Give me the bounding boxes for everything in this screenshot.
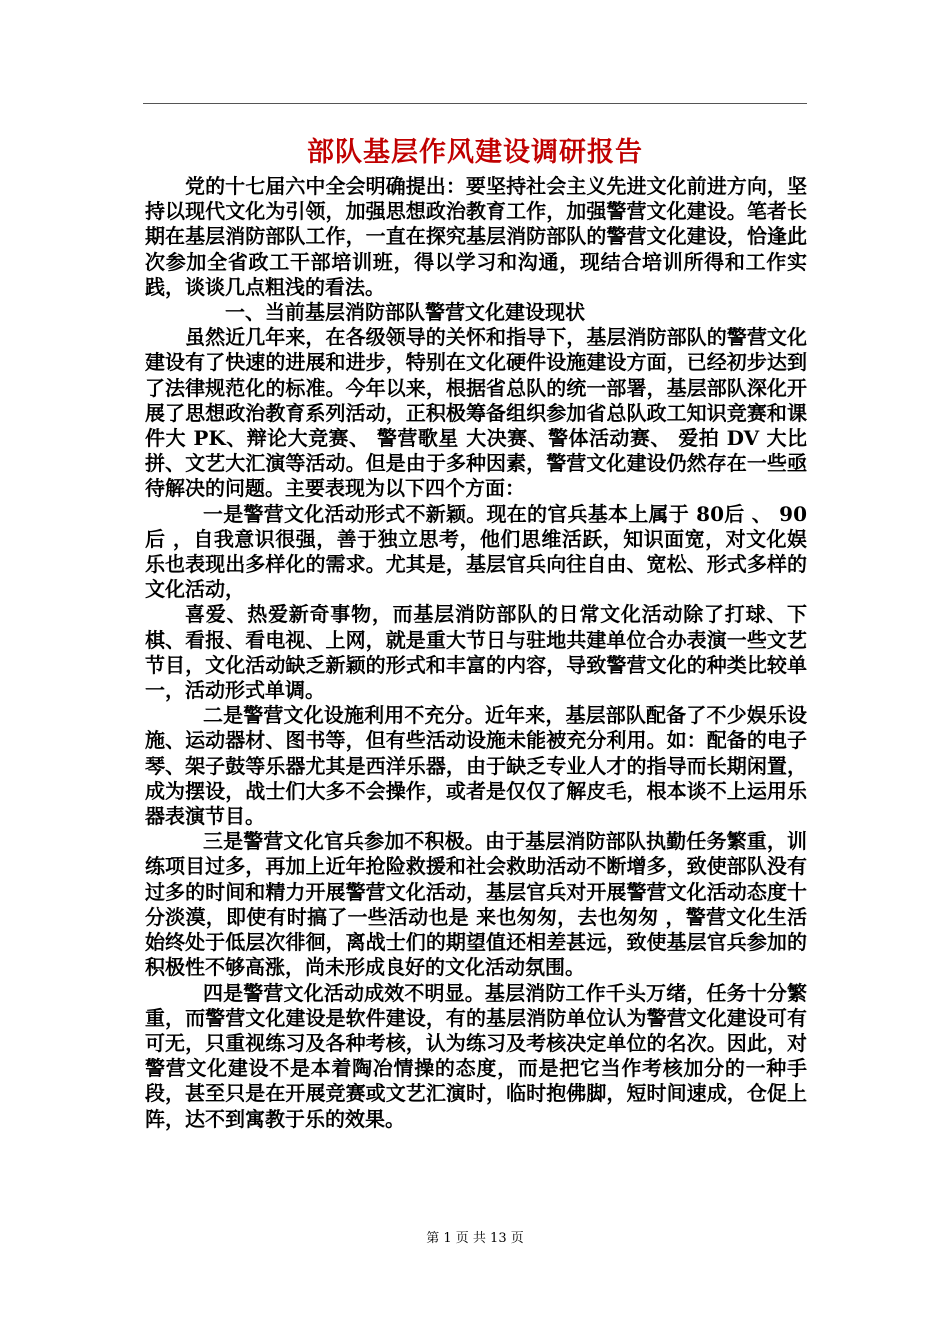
document-body <box>145 174 807 1132</box>
paragraph-point-3: 三是警营文化官兵参加不积极。由于基层消防部队执勤任务繁重，训练项目过多，再加上近年抢险救援和社会救助活动不断增多，致使部队没有过多的时间和精力开展警营文化活动，基层官兵对开展警营文化活动态度十分淡漠，即使有时搞了一些活动也是 来也匆匆，去也匆匆 ，警营文化生活始终处于低层次徘徊，离战士们的期望值还相差甚远，致使基层官兵参加的积极性不够高涨，尚未形成良好的文化活动氛围。 <box>145 829 807 980</box>
paragraph-point-1-cont: 喜爱、热爱新奇事物，而基层消防部队的日常文化活动除了打球、下棋、看报、看电视、上网，就是重大节日与驻地共建单位合办表演一些文艺节目，文化活动缺乏新颖的形式和丰富的内容，导致警营文化的种类比较单一，活动形式单调。 <box>145 602 807 703</box>
paragraph-intro: 党的十七届六中全会明确提出：要坚持社会主义先进文化前进方向，坚持以现代文化为引领，加强思想政治教育工作，加强警营文化建设。笔者长期在基层消防部队工作，一直在探究基层消防部队的警营文化建设，恰逢此次参加全省政工干部培训班，得以学习和沟通，现结合培训所得和工作实践，谈谈几点粗浅的看法。 <box>145 174 807 299</box>
page-number: 第 1 页 共 13 页 <box>426 1231 524 1246</box>
paragraph-point-1: 一是警营文化活动形式不新颖。现在的官兵基本上属于 80后 、 90后 ，自我意识很强，善于独立思考，他们思维活跃，知识面宽，对文化娱乐也表现出多样化的需求。尤其是，基层官兵向往自由、宽松、形式多样的文化活动， <box>145 501 807 602</box>
paragraph-point-2: 二是警营文化设施利用不充分。近年来，基层部队配备了不少娱乐设施、运动器材、图书等，但有些活动设施未能被充分利用。如：配备的电子琴、架子鼓等乐器尤其是西洋乐器，由于缺乏专业人才的指导而长期闲置，成为摆设，战士们大多不会操作，或者是仅仅了解皮毛，根本谈不上运用乐器表演节目。 <box>145 703 807 829</box>
paragraph-status: 虽然近几年来，在各级领导的关怀和指导下，基层消防部队的警营文化建设有了快速的进展和进步，特别在文化硬件设施建设方面，已经初步达到了法律规范化的标准。今年以来，根据省总队的统一部署，基层部队深化开展了思想政治教育系列活动，正积极筹备组织参加省总队政工知识竞赛和课件大 PK、辩论大竞赛、 警营歌星 大决赛、警体活动赛、 爱拍 DV 大比拼、文艺大汇演等活动。但是由于多种因素，警营文化建设仍然存在一些亟待解决的问题。主要表现为以下四个方面： <box>145 325 807 501</box>
header-rule <box>143 103 807 104</box>
section-heading-1: 一、当前基层消防部队警营文化建设现状 <box>225 300 585 325</box>
document-title: 部队基层作风建设调研报告 <box>307 137 643 168</box>
paragraph-point-4: 四是警营文化活动成效不明显。基层消防工作千头万绪，任务十分繁重，而警营文化建设是软件建设，有的基层消防单位认为警营文化建设可有可无，只重视练习及各种考核，认为练习及考核决定单位的名次。因此，对警营文化建设不是本着陶冶情操的态度，而是把它当作考核加分的一种手段，甚至只是在开展竞赛或文艺汇演时，临时抱佛脚，短时间速成，仓促上阵，达不到寓教于乐的效果。 <box>145 980 807 1131</box>
